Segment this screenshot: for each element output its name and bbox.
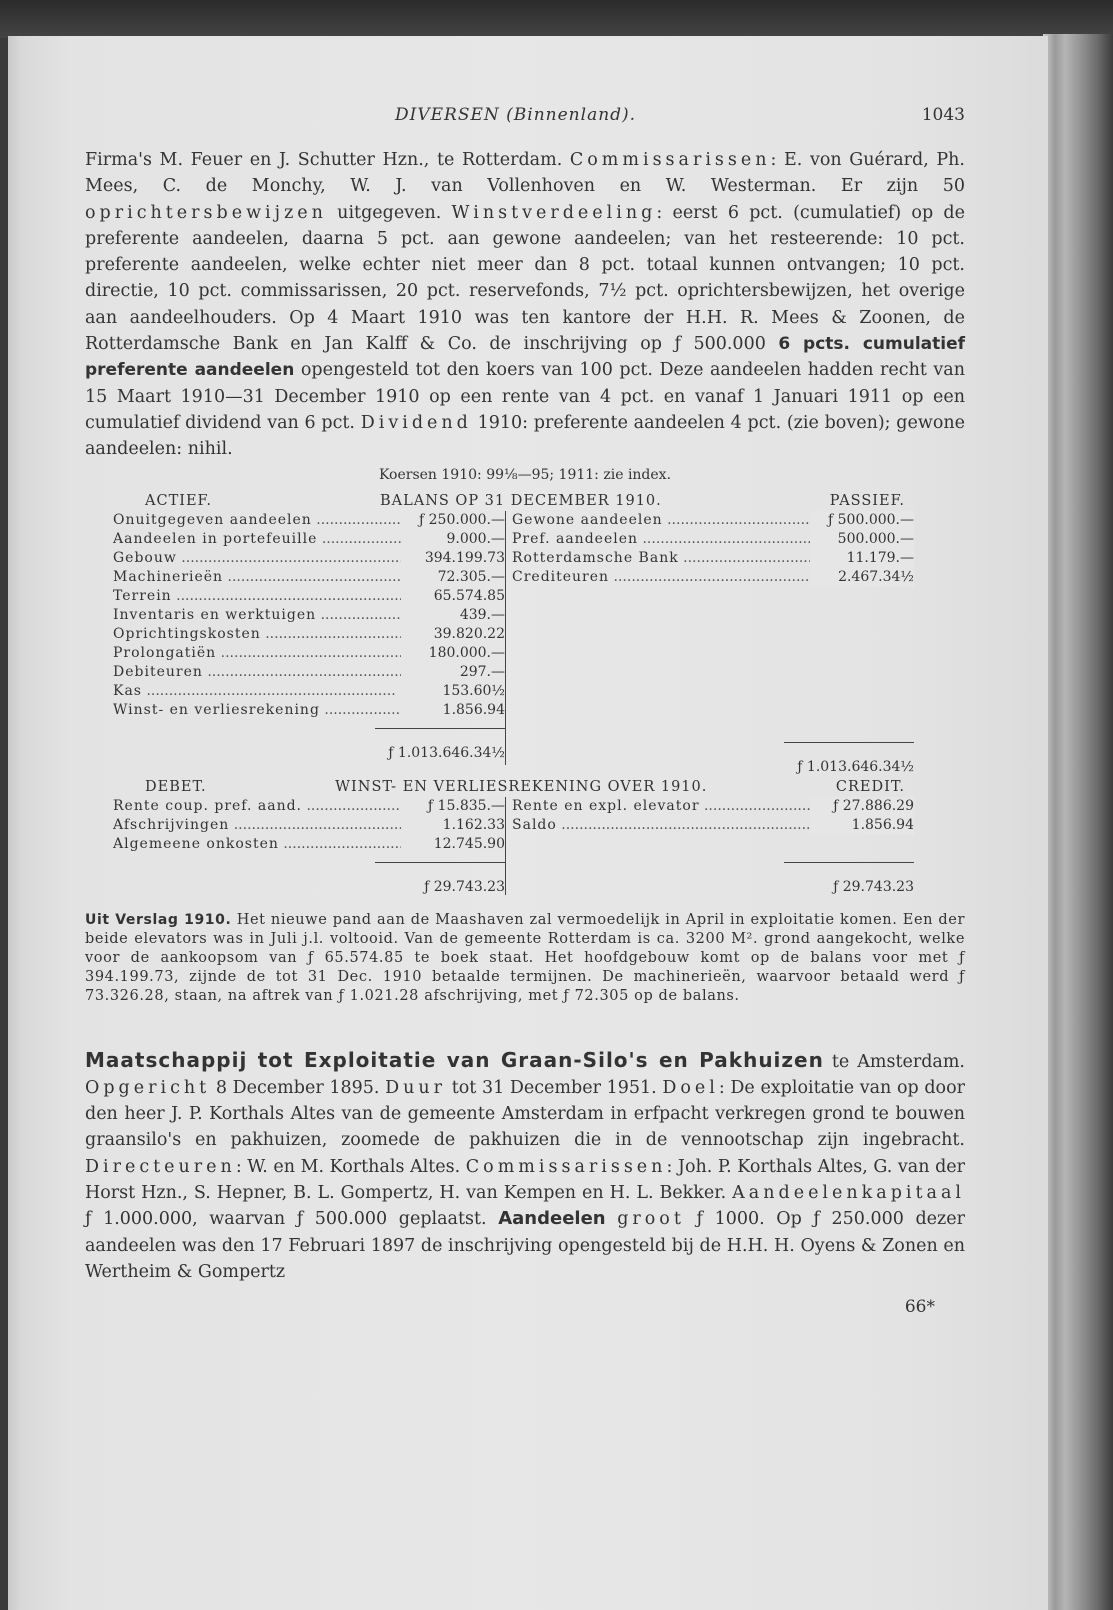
intro-paragraph bbox=[85, 147, 965, 463]
winst-header bbox=[115, 779, 935, 795]
table-row bbox=[113, 644, 505, 663]
debet-column bbox=[113, 797, 505, 895]
row-label: Gewone aandeelen ..... bbox=[512, 511, 810, 530]
table-row bbox=[113, 701, 505, 720]
total-rule bbox=[113, 862, 505, 863]
total-actief: ƒ 1.013.646.34½ bbox=[388, 744, 505, 761]
label-doel: Doel bbox=[662, 1077, 719, 1098]
label-winstverdeeling: Winstverdeeling bbox=[451, 202, 657, 223]
text: opengesteld tot den koers van 100 pct. Deze aandeelen hadden recht van 15 Maart 1910—31 December 1910 op een rente van 4 pct. en vanaf 1 Januari 1911 op een cumulatief dividend van 6 pct. bbox=[85, 360, 965, 433]
label-groot: groot bbox=[617, 1209, 685, 1230]
label-aandeelen: Aandeelen bbox=[498, 1208, 606, 1230]
label-commissarissen: Commissarissen bbox=[465, 1156, 667, 1177]
table-row bbox=[113, 625, 505, 644]
row-label: Kas ..... bbox=[113, 682, 396, 701]
row-label: Rotterdamsche Bank ..... bbox=[512, 549, 810, 568]
table-row bbox=[512, 797, 914, 816]
bold-phrase: 6 pcts. cumulatief preferente aandeelen bbox=[85, 334, 966, 381]
row-amount: 500.000.— bbox=[810, 530, 914, 549]
row-label: Inventaris en werktuigen ..... bbox=[113, 606, 401, 625]
table-row bbox=[113, 663, 505, 682]
table-row bbox=[113, 606, 505, 625]
running-header bbox=[85, 105, 965, 135]
actief-header: ACTIEF. bbox=[145, 492, 212, 509]
label-directeuren: Directeuren bbox=[85, 1156, 236, 1177]
total-debet: ƒ 29.743.23 bbox=[424, 878, 505, 895]
label-commissarissen: Commissarissen bbox=[569, 150, 771, 170]
table-row bbox=[113, 797, 505, 816]
actief-column bbox=[113, 511, 505, 761]
row-amount: 1.856.94 bbox=[401, 701, 505, 720]
total-credit: ƒ 29.743.23 bbox=[833, 878, 914, 895]
row-label: Rente en expl. elevator ..... bbox=[512, 797, 810, 816]
scan-top-edge bbox=[0, 0, 1113, 38]
label-dividend: Dividend bbox=[360, 412, 472, 433]
text: ƒ 1.000.000, waarvan ƒ 500.000 geplaatst. bbox=[85, 1209, 499, 1230]
row-amount: 394.199.73 bbox=[401, 549, 505, 568]
text: te Amsterdam. bbox=[823, 1051, 965, 1072]
row-amount: 2.467.34½ bbox=[810, 568, 914, 587]
text: ƒ 1000. Op ƒ 250.000 dezer aandeelen was den 17 Februari 1897 de inschrijving opengesteld bij de H.H. H. Oyens & Zonen en Wertheim & Gompertz bbox=[85, 1209, 965, 1282]
total-passief: ƒ 1.013.646.34½ bbox=[797, 758, 914, 775]
row-label: Crediteuren ..... bbox=[512, 568, 810, 587]
row-amount: 65.574.85 bbox=[401, 587, 505, 606]
koersen-line: Koersen 1910: 99⅛—95; 1911: zie index. bbox=[378, 466, 672, 483]
passief-column bbox=[505, 511, 914, 775]
table-row bbox=[113, 511, 505, 530]
running-title: DIVERSEN (Binnenland). bbox=[395, 105, 637, 125]
row-amount: 12.745.90 bbox=[401, 835, 505, 854]
table-row bbox=[113, 530, 505, 549]
row-label: Terrein ..... bbox=[113, 587, 401, 606]
credit-column bbox=[505, 797, 914, 895]
row-amount: 11.179.— bbox=[810, 549, 914, 568]
row-label: Gebouw ..... bbox=[113, 549, 401, 568]
table-row bbox=[113, 549, 505, 568]
table-row bbox=[512, 549, 914, 568]
row-amount: 39.820.22 bbox=[401, 625, 505, 644]
label-duur: Duur bbox=[385, 1077, 447, 1098]
text: : Joh. P. Korthals Altes, G. van der Horst Hzn., S. Hepner, B. L. Gompertz, H. van Kempen en H. L. Bekker. bbox=[85, 1156, 966, 1204]
text: 1910: preferente aandeelen 4 pct. (zie boven); gewone aandeelen: nihil. bbox=[85, 412, 965, 460]
balans-title: BALANS OP 31 DECEMBER 1910. bbox=[379, 492, 662, 509]
row-label: Afschrijvingen ..... bbox=[113, 816, 401, 835]
row-label: Aandeelen in portefeuille ..... bbox=[113, 530, 401, 549]
row-amount: 297.— bbox=[401, 663, 505, 682]
winst-title: WINST- EN VERLIESREKENING OVER 1910. bbox=[335, 778, 708, 795]
row-label: Debiteuren ..... bbox=[113, 663, 401, 682]
row-label: Rente coup. pref. aand. ..... bbox=[113, 797, 401, 816]
company-name: Maatschappij tot Exploitatie van Graan-Silo's en Pakhuizen bbox=[85, 1047, 824, 1072]
table-row bbox=[113, 682, 505, 701]
total-rule bbox=[512, 742, 914, 743]
page-content bbox=[85, 105, 965, 1317]
table-row bbox=[113, 568, 505, 587]
text: uitgegeven. bbox=[326, 202, 452, 223]
book-page-edge bbox=[1043, 34, 1113, 1610]
row-label: Pref. aandeelen ..... bbox=[512, 530, 810, 549]
row-label: Onuitgegeven aandeelen ..... bbox=[113, 511, 401, 530]
row-label: Oprichtingskosten ..... bbox=[113, 625, 401, 644]
row-amount: 72.305.— bbox=[401, 568, 505, 587]
table-row bbox=[512, 568, 914, 587]
total-rule bbox=[512, 862, 914, 863]
label-opgericht: Opgericht bbox=[85, 1077, 211, 1098]
row-amount: 439.— bbox=[401, 606, 505, 625]
table-row bbox=[512, 816, 914, 835]
label-aandeelenkapitaal: Aandeelenkapitaal bbox=[732, 1183, 965, 1204]
table-row bbox=[512, 511, 914, 530]
text: : eerst 6 pct. (cumulatief) op de preferente aandeelen, daarna 5 pct. aan gewone aandeelen; van het resteerende: 10 pct. preferente aandeelen, welke echter niet meer dan 8 pct. totaal kunnen ontvangen; 10 pct. directie, 10 pct. commissarissen, 20 pct. reservefonds, 7½ pct. oprichtersbewijzen, het overige aan aandeelhouders. Op 4 Maart 1910 was ten kantore der H.H. R. Mees & Zoonen, de Rotterdamsche Bank en Jan Kalff & Co. de inschrijving op ƒ 500.000 bbox=[85, 202, 965, 355]
text: tot 31 December 1951. bbox=[446, 1077, 663, 1098]
passief-header: PASSIEF. bbox=[829, 492, 905, 509]
row-label: Prolongatiën ..... bbox=[113, 644, 401, 663]
page-number: 1043 bbox=[921, 105, 965, 125]
row-amount: 180.000.— bbox=[401, 644, 505, 663]
row-amount: ƒ 27.886.29 bbox=[810, 797, 914, 816]
text: : De exploitatie van op door den heer J. P. Korthals Altes van de gemeente Amsterdam in erfpacht verkregen grond te bouwen graansilo's en pakhuizen, zoomede de pakhuizen die in de vennootschap zijn ingebracht. bbox=[85, 1077, 965, 1151]
row-amount: 1.162.33 bbox=[401, 816, 505, 835]
verslag-label: Uit Verslag 1910. bbox=[85, 911, 232, 928]
verslag-text: Het nieuwe pand aan de Maashaven zal vermoedelijk in April in exploitatie komen. Een der beide elevators was in Juli j.l. voltooid. Van de gemeente Rotterdam is ca. 3200 M². grond aangekocht, welke voor de aankoopsom van ƒ 65.574.85 te boek staat. Het hoofdgebouw komt op de balans voor met ƒ 394.199.73, zijnde de tot 31 Dec. 1910 betaalde termijnen. De machinerieën, waarvoor betaald werd ƒ 73.326.28, staan, na aftrek van ƒ 1.021.28 afschrijving, met ƒ 72.305 op de balans. bbox=[85, 911, 965, 1005]
credit-header: CREDIT. bbox=[835, 778, 905, 795]
text: Firma's M. Feuer en J. Schutter Hzn., te Rotterdam. bbox=[85, 150, 570, 170]
table-row bbox=[113, 816, 505, 835]
row-amount: ƒ 15.835.— bbox=[401, 797, 505, 816]
row-label: Algemeene onkosten ..... bbox=[113, 835, 401, 854]
row-amount: ƒ 250.000.— bbox=[401, 511, 505, 530]
text: : W. en M. Korthals Altes. bbox=[235, 1156, 466, 1177]
table-row bbox=[113, 835, 505, 854]
row-label: Winst- en verliesrekening ..... bbox=[113, 701, 401, 720]
debet-header: DEBET. bbox=[145, 778, 207, 795]
table-row bbox=[113, 587, 505, 606]
row-amount: 9.000.— bbox=[401, 530, 505, 549]
row-amount: 153.60½ bbox=[401, 682, 505, 701]
row-label: Saldo ..... bbox=[512, 816, 810, 835]
total-rule bbox=[113, 728, 505, 729]
label-oprichtersbewijzen: oprichtersbewijzen bbox=[85, 202, 327, 223]
row-amount: ƒ 500.000.— bbox=[810, 511, 914, 530]
balans-header bbox=[115, 493, 935, 509]
verslag-paragraph bbox=[85, 911, 965, 1007]
row-amount: 1.856.94 bbox=[810, 816, 914, 835]
company2-paragraph bbox=[85, 1047, 965, 1286]
winst-table bbox=[113, 797, 943, 895]
text: 8 December 1895. bbox=[210, 1077, 386, 1098]
signature-mark: 66* bbox=[904, 1297, 935, 1318]
row-label: Machinerieën ..... bbox=[113, 568, 401, 587]
balans-table bbox=[113, 511, 943, 775]
text: : E. von Guérard, Ph. Mees, C. de Monchy, W. J. van Vollenhoven en W. Westerman. Er zijn 50 bbox=[85, 150, 965, 197]
table-row bbox=[512, 530, 914, 549]
